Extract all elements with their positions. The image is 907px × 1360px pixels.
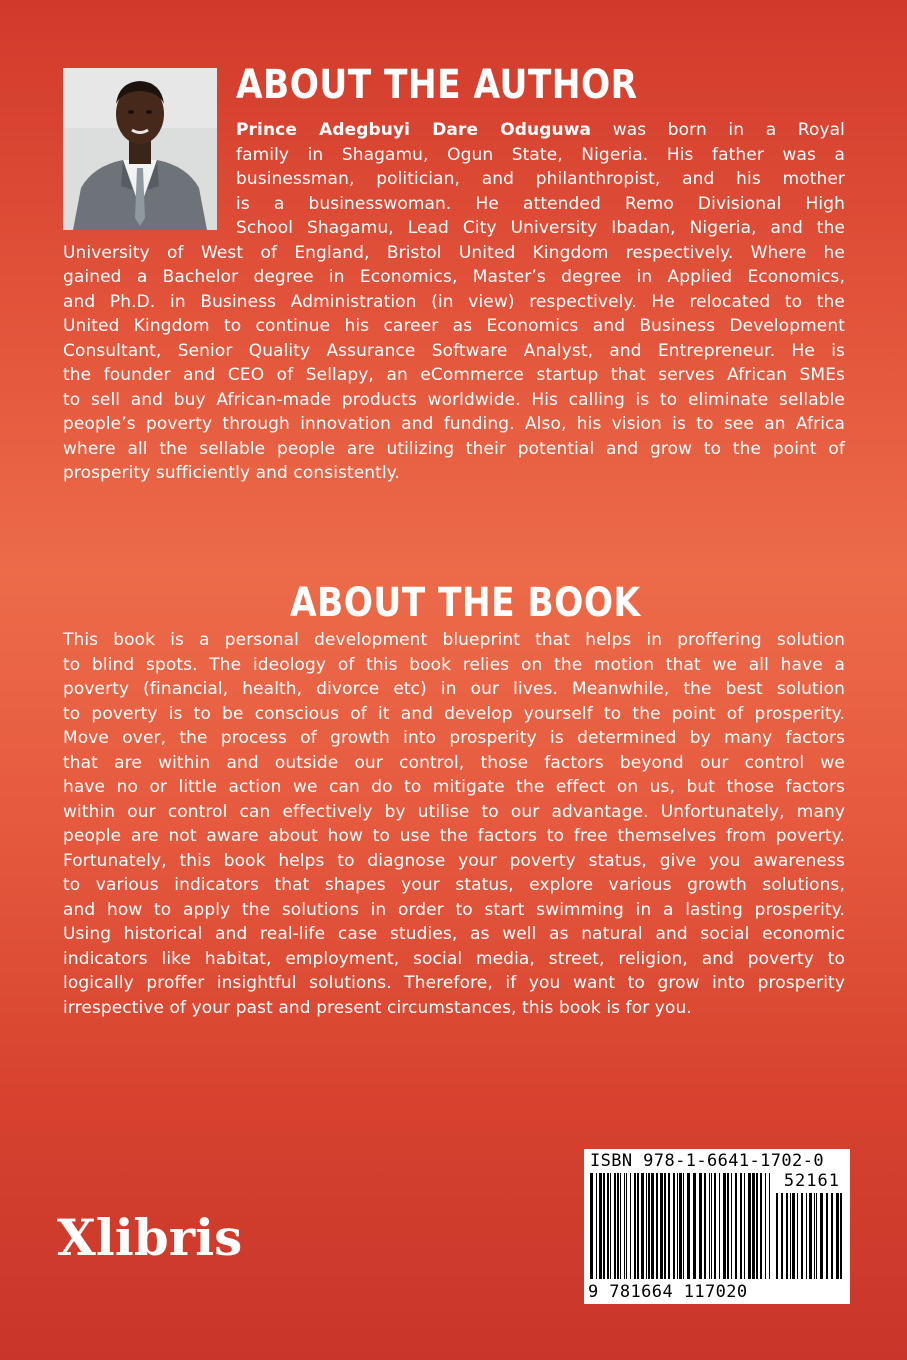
barcode-bar bbox=[719, 1173, 720, 1279]
author-bio-line: Prince Adegbuyi Dare Oduguwa was born in a Royal bbox=[236, 120, 845, 140]
barcode-bar bbox=[740, 1173, 742, 1279]
book-description-line: people are not aware about how to use the factors to free themselves from poverty. bbox=[63, 826, 845, 846]
barcode-bar bbox=[836, 1193, 839, 1279]
publisher-logo: Xlibris bbox=[57, 1208, 243, 1267]
author-bio-line: people’s poverty through innovation and funding. Also, his vision is to see an Africa bbox=[63, 414, 845, 434]
barcode-bar bbox=[792, 1193, 795, 1279]
book-description-line: This book is a personal development blueprint that helps in proffering solution bbox=[63, 630, 845, 650]
author-bio-line: to sell and buy African-made products worldwide. His calling is to eliminate sellable bbox=[63, 389, 845, 410]
author-bio-line: School Shagamu, Lead City University Ibadan, Nigeria, and the bbox=[236, 218, 845, 238]
barcode-bar bbox=[614, 1173, 616, 1279]
barcode-bar bbox=[637, 1173, 639, 1279]
barcode-bar bbox=[806, 1193, 807, 1279]
barcode-bar bbox=[714, 1173, 716, 1279]
barcode-bar bbox=[709, 1173, 710, 1279]
book-description-line: have no or little action we can do to mitigate the effect on us, but those factors bbox=[63, 777, 845, 797]
author-bio-line: businessman, politician, and philanthropist, and his mother bbox=[236, 169, 845, 189]
book-description-line: within our control can effectively by utilise to our advantage. Unfortunately, many bbox=[63, 801, 845, 822]
barcode-bar bbox=[781, 1193, 783, 1279]
barcode-bar bbox=[699, 1173, 702, 1279]
barcode-bar bbox=[711, 1173, 712, 1279]
book-description-line: that are within and outside our control, those factors beyond our control we bbox=[63, 752, 845, 773]
barcode-bar bbox=[826, 1193, 828, 1279]
book-description-line: to blind spots. The ideology of this book relies on the motion that we all have a bbox=[63, 654, 845, 675]
barcode-bar bbox=[797, 1193, 798, 1279]
barcode-bar bbox=[752, 1173, 755, 1279]
author-bio-line: is a businesswoman. He attended Remo Divisional High bbox=[236, 193, 845, 214]
book-description bbox=[63, 628, 845, 1020]
barcode-bar bbox=[648, 1173, 650, 1279]
barcode-bar bbox=[630, 1173, 631, 1279]
author-bio-line: and Ph.D. in Business Administration (in view) respectively. He relocated to the bbox=[63, 291, 845, 312]
barcode-bar bbox=[820, 1193, 823, 1279]
barcode-bar bbox=[776, 1193, 778, 1279]
barcode-bar bbox=[748, 1173, 751, 1279]
barcode-bar bbox=[731, 1173, 732, 1279]
book-description-line: Move over, the process of growth into prosperity is determined by many factors bbox=[63, 728, 845, 748]
barcode-bar bbox=[687, 1173, 690, 1279]
author-bio-line: gained a Bachelor degree in Economics, Master’s degree in Applied Economics, bbox=[63, 267, 845, 287]
book-description-line: to poverty is to be conscious of it and develop yourself to the point of prosperity. bbox=[63, 703, 845, 724]
addon-barcode-bars bbox=[776, 1193, 842, 1279]
barcode-bar bbox=[744, 1173, 745, 1279]
barcode-bar bbox=[790, 1193, 791, 1279]
barcode-bar bbox=[679, 1173, 682, 1279]
barcode-bar bbox=[624, 1173, 625, 1279]
author-bio-line: the founder and CEO of Sellapy, an eCommerce startup that serves African SMEs bbox=[63, 365, 845, 385]
barcode-bar bbox=[634, 1173, 636, 1279]
barcode-bar bbox=[816, 1193, 817, 1279]
barcode-bar bbox=[590, 1173, 593, 1279]
ean-barcode-bars bbox=[590, 1173, 772, 1279]
barcode-bar bbox=[673, 1173, 675, 1279]
barcode-bar bbox=[641, 1173, 644, 1279]
author-name: Prince Adegbuyi Dare Oduguwa bbox=[236, 120, 592, 140]
barcode-bar bbox=[801, 1193, 803, 1279]
barcode-bar bbox=[756, 1173, 758, 1279]
barcode-bar bbox=[603, 1173, 605, 1279]
barcode-bar bbox=[660, 1173, 663, 1279]
book-description-line: indicators like habitat, employment, social media, street, religion, and poverty to bbox=[63, 948, 845, 969]
barcode-addon-digits: 52161 bbox=[783, 1171, 840, 1191]
barcode-bar bbox=[656, 1173, 658, 1279]
barcode-bar bbox=[620, 1173, 621, 1279]
barcode-bar bbox=[607, 1173, 609, 1279]
author-bio bbox=[63, 118, 845, 486]
barcode-bar bbox=[831, 1193, 833, 1279]
book-description-line: and how to apply the solutions in order to start swimming in a lasting prosperity. bbox=[63, 899, 845, 920]
barcode-bar bbox=[646, 1173, 647, 1279]
barcode-bar bbox=[727, 1173, 729, 1279]
barcode-bar bbox=[596, 1173, 597, 1279]
author-bio-line: family in Shagamu, Ogun State, Nigeria. His father was a bbox=[236, 144, 845, 165]
book-description-line: to various indicators that shapes your status, explore various growth solutions, bbox=[63, 875, 845, 895]
barcode-bar bbox=[599, 1173, 602, 1279]
ean-digits: 9 781664 117020 bbox=[588, 1282, 748, 1302]
author-bio-line: where all the sellable people are utilizing their potential and grow to the point of bbox=[63, 438, 845, 459]
about-author-heading: ABOUT THE AUTHOR bbox=[236, 62, 638, 108]
barcode-bar bbox=[765, 1173, 766, 1279]
book-description-line: Using historical and real-life case studies, as well as natural and social economic bbox=[63, 924, 845, 944]
barcode-bar bbox=[814, 1193, 815, 1279]
barcode-bar bbox=[723, 1173, 726, 1279]
barcode-bar bbox=[683, 1173, 684, 1279]
barcode-bar bbox=[704, 1173, 706, 1279]
book-description-line: logically proffer insightful solutions. Therefore, if you want to grow into prosperity bbox=[63, 973, 845, 993]
book-description-line: Fortunately, this book helps to diagnose your poverty status, give you awareness bbox=[63, 850, 845, 871]
author-bio-line: prosperity sufficiently and consistently. bbox=[63, 463, 401, 483]
barcode-bar bbox=[617, 1173, 619, 1279]
barcode-bar bbox=[760, 1173, 762, 1279]
isbn-barcode bbox=[584, 1149, 850, 1304]
barcode-bar bbox=[610, 1173, 611, 1279]
barcode-bar bbox=[693, 1173, 696, 1279]
about-book-heading: ABOUT THE BOOK bbox=[290, 580, 641, 626]
barcode-bar bbox=[651, 1173, 654, 1279]
barcode-bar bbox=[735, 1173, 737, 1279]
isbn-number: ISBN 978-1-6641-1702-0 bbox=[590, 1151, 824, 1171]
book-description-line: poverty (financial, health, divorce etc) in our lives. Meanwhile, the best solution bbox=[63, 679, 845, 699]
barcode-bar bbox=[809, 1193, 812, 1279]
barcode-bar bbox=[769, 1173, 770, 1279]
barcode-bar bbox=[677, 1173, 678, 1279]
barcode-bar bbox=[626, 1173, 627, 1279]
author-bio-line: University of West of England, Bristol United Kingdom respectively. Where he bbox=[63, 242, 845, 263]
barcode-bar bbox=[664, 1173, 666, 1279]
author-bio-line: United Kingdom to continue his career as Economics and Business Development bbox=[63, 316, 845, 336]
barcode-bar bbox=[840, 1193, 842, 1279]
book-description-line: irrespective of your past and present circumstances, this book is for you. bbox=[63, 997, 692, 1018]
barcode-bar bbox=[786, 1193, 788, 1279]
author-bio-line: Consultant, Senior Quality Assurance Software Analyst, and Entrepreneur. He is bbox=[63, 340, 845, 361]
barcode-bar bbox=[668, 1173, 670, 1279]
